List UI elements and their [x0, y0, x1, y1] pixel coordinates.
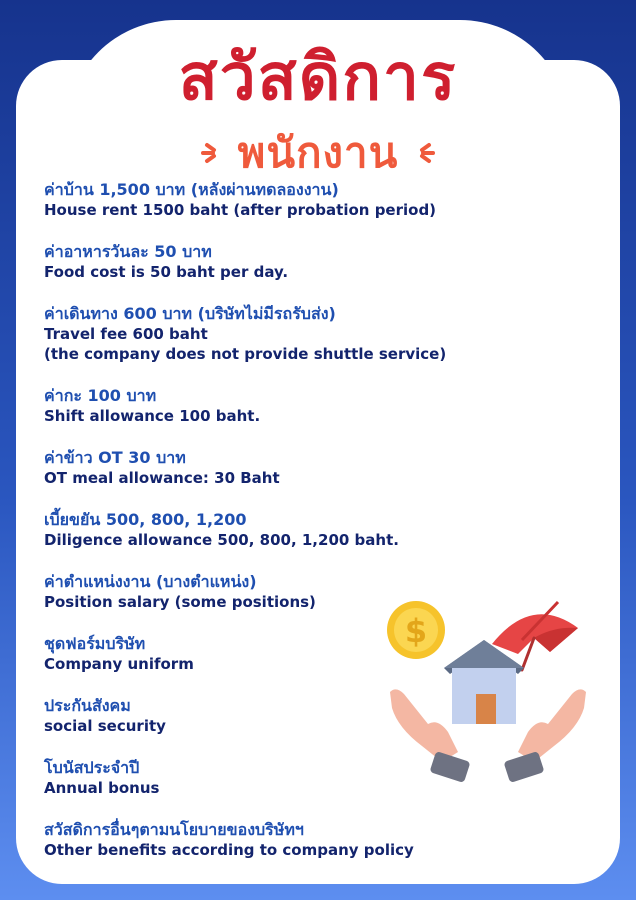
benefit-english: OT meal allowance: 30 Baht [44, 469, 280, 487]
benefit-item [44, 448, 604, 488]
benefit-english: Food cost is 50 baht per day. [44, 263, 289, 281]
house-icon [444, 640, 524, 724]
benefit-english: Travel fee 600 baht [44, 325, 208, 343]
benefit-english: Other benefits according to company policy [44, 841, 414, 859]
benefit-item [44, 180, 604, 220]
benefit-english: social security [44, 717, 166, 735]
benefit-item [44, 510, 604, 550]
benefit-thai: ค่าตำแหน่งงาน (บางตำแหน่ง) [44, 572, 257, 591]
benefit-thai: เบี้ยขยัน 500, 800, 1,200 [44, 510, 247, 529]
benefit-english: Annual bonus [44, 779, 160, 797]
benefit-thai: ค่าอาหารวันละ 50 บาท [44, 242, 212, 261]
benefit-thai: ค่าเดินทาง 600 บาท (บริษัทไม่มีรถรับส่ง) [44, 304, 336, 323]
benefit-english-note: (the company does not provide shuttle service) [44, 345, 447, 363]
benefit-item [44, 386, 604, 426]
sparkle-right-icon [409, 140, 435, 166]
benefits-illustration [382, 596, 594, 796]
benefit-english: Shift allowance 100 baht. [44, 407, 261, 425]
benefit-english: Position salary (some positions) [44, 593, 316, 611]
coin-symbol: $ [404, 612, 428, 650]
benefit-english: House rent 1500 baht (after probation period) [44, 201, 437, 219]
benefit-thai: ค่าข้าว OT 30 บาท [44, 448, 186, 467]
benefit-thai: ชุดฟอร์มบริษัท [44, 634, 146, 653]
benefit-thai: โบนัสประจำปี [44, 758, 140, 777]
page-subtitle: พนักงาน [237, 128, 399, 177]
benefit-item [44, 304, 604, 364]
benefit-item [44, 820, 604, 860]
benefit-thai: ค่าบ้าน 1,500 บาท (หลังผ่านทดลองงาน) [44, 180, 339, 199]
sparkle-left-icon [201, 140, 227, 166]
benefit-thai: สวัสดิการอื่นๆตามนโยบายของบริษัทฯ [44, 820, 304, 839]
page-title: สวัสดิการ [178, 41, 458, 115]
benefit-thai: ค่ากะ 100 บาท [44, 386, 157, 405]
benefit-english: Diligence allowance 500, 800, 1,200 baht. [44, 531, 399, 549]
benefit-item [44, 242, 604, 282]
subtitle-row [0, 120, 636, 186]
benefit-thai: ประกันสังคม [44, 696, 131, 715]
benefit-english: Company uniform [44, 655, 194, 673]
coin-icon [387, 601, 445, 659]
